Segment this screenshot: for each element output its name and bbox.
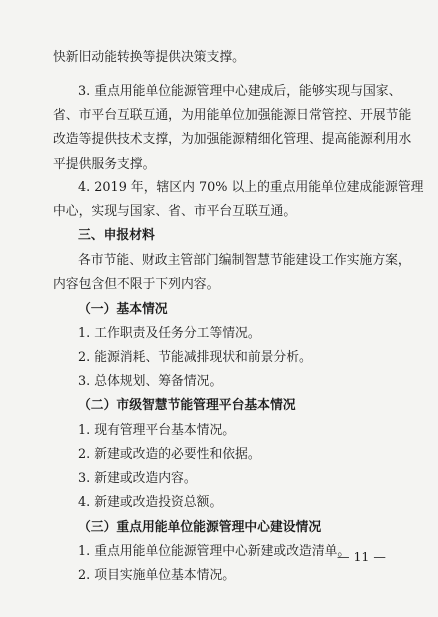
text-line: 改造等提供技术支撑，为加强能源精细化管理、提高能源利用水 bbox=[53, 132, 412, 147]
section-heading: 三、申报材料 bbox=[78, 228, 155, 243]
text-line: 快新旧动能转换等提供决策支撑。 bbox=[53, 50, 245, 65]
text-line: 内容包含但不限于下列内容。 bbox=[53, 277, 220, 292]
text-line: 省、市平台互联互通，为用能单位加强能源日常管控、开展节能 bbox=[53, 108, 412, 123]
list-item: 2. 项目实施单位基本情况。 bbox=[78, 568, 236, 583]
list-item: 1. 工作职责及任务分工等情况。 bbox=[78, 326, 261, 341]
list-item: 4. 新建或改造投资总额。 bbox=[78, 495, 223, 510]
subsection-heading: （三）重点用能单位能源管理中心建设情况 bbox=[78, 520, 322, 535]
text-line: 各市节能、财政主管部门编制智慧节能建设工作实施方案， bbox=[78, 253, 411, 268]
list-item: 3. 新建或改造内容。 bbox=[78, 471, 197, 486]
text-line: 4. 2019 年，辖区内 70% 以上的重点用能单位建成能源管理 bbox=[78, 180, 424, 195]
subsection-heading: （一）基本情况 bbox=[78, 302, 168, 317]
list-item: 2. 新建或改造的必要性和依据。 bbox=[78, 447, 261, 462]
list-item: 2. 能源消耗、节能减排现状和前景分析。 bbox=[78, 350, 312, 365]
list-item: 1. 重点用能单位能源管理中心新建或改造清单。 bbox=[78, 544, 351, 559]
list-item: 1. 现有管理平台基本情况。 bbox=[78, 423, 236, 438]
list-item: 3. 总体规划、筹备情况。 bbox=[78, 374, 223, 389]
page-number: — 11 — bbox=[337, 549, 386, 564]
text-line: 平提供服务支撑。 bbox=[53, 157, 156, 172]
text-line: 中心，实现与国家、省、市平台互联互通。 bbox=[53, 204, 297, 219]
text-line: 3. 重点用能单位能源管理中心建成后，能够实现与国家、 bbox=[78, 84, 402, 99]
subsection-heading: （二）市级智慧节能管理平台基本情况 bbox=[78, 398, 296, 413]
